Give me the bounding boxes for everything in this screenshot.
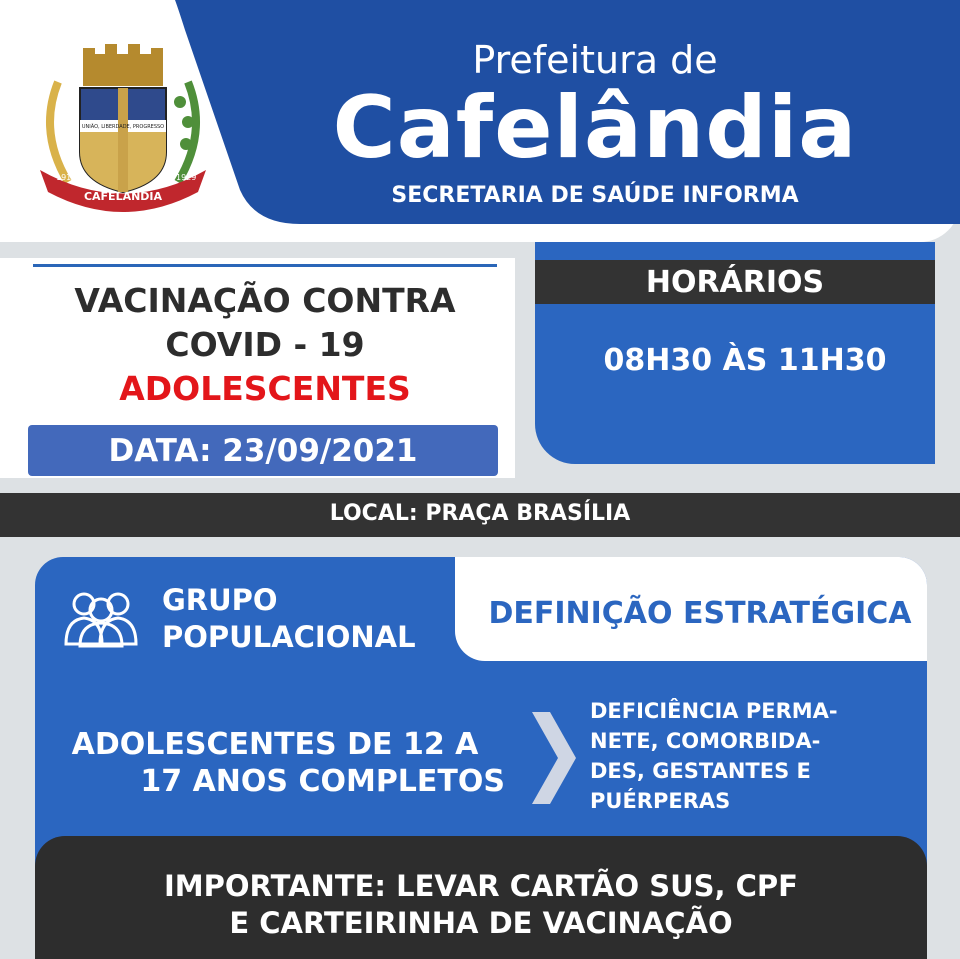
audience-line1: ADOLESCENTES DE 12 A [71,727,479,762]
notice-line1: IMPORTANTE: LEVAR CARTÃO SUS, CPF [163,869,798,903]
svg-text:CAFELANDIA: CAFELANDIA [83,190,163,203]
svg-text:UNIÃO, LIBERDADE, PROGRESSO: UNIÃO, LIBERDADE, PROGRESSO [81,124,165,130]
criteria-line: DEFICIÊNCIA PERMA- [590,699,838,723]
campaign-title-line1: VACINAÇÃO CONTRA [74,281,456,320]
group-label-line1: GRUPO [162,583,278,617]
criteria-line: DES, GESTANTES E [590,759,811,783]
audience-line2: 17 ANOS COMPLETOS [140,764,505,799]
svg-text:1929: 1929 [176,173,197,182]
date-label: DATA: 23/09/2021 [108,433,418,469]
campaign-title-line2: COVID - 19 [165,325,365,364]
definition-title: DEFINIÇÃO ESTRATÉGICA [488,596,912,631]
divider [33,264,497,267]
chevron-right-icon [528,712,578,804]
secretary-label: SECRETARIA DE SAÚDE INFORMA [391,183,799,208]
campaign-audience: ADOLESCENTES [119,369,411,408]
city-crest-icon [28,42,218,222]
criteria-line: PUÉRPERAS [590,789,731,813]
schedule-title: HORÁRIOS [645,265,825,300]
notice-line2: E CARTEIRINHA DE VACINAÇÃO [229,906,733,940]
location-label: LOCAL: PRAÇA BRASÍLIA [329,501,631,526]
svg-text:1917: 1917 [56,173,77,182]
city-name: Cafelândia [332,78,858,178]
people-group-icon [62,588,140,648]
header-subtitle: Prefeitura de [472,38,718,82]
group-label-line2: POPULACIONAL [162,620,416,654]
criteria-line: NETE, COMORBIDA- [590,729,821,753]
schedule-time: 08H30 ÀS 11H30 [603,343,887,378]
